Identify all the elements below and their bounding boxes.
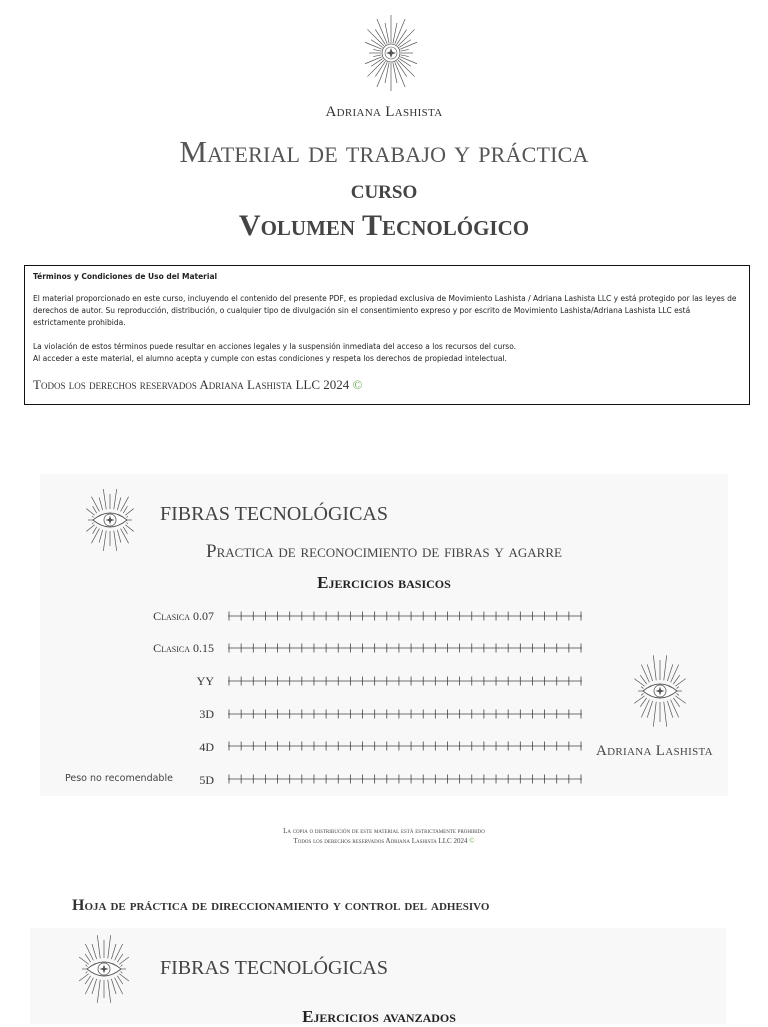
notice-line: Todos los derechos reservados Adriana Lashista LLC 2024 (293, 836, 468, 845)
notice-line: La copia o distribución de este material está estrictamente prohibido (283, 827, 485, 835)
copyright-icon: © (469, 836, 475, 845)
fiber-row-label: 4D (199, 740, 214, 754)
practice-ruler (228, 610, 582, 622)
terms-paragraph: La violación de estos términos puede resultar en acciones legales y la suspensión inmediata del acceso a los recursos del curso. (33, 342, 517, 351)
eye-logo-icon (626, 652, 694, 730)
fibers-title: FIBRAS TECNOLÓGICAS (160, 503, 388, 525)
sheet-title: Hoja de práctica de direccionamiento y control del adhesivo (72, 897, 490, 914)
fiber-row-label: Clasica 0.07 (153, 609, 214, 623)
rights-text: Todos los derechos reservados Adriana Lashista LLC 2024 (33, 377, 350, 392)
terms-title: Términos y Condiciones de Uso del Material (33, 272, 218, 281)
notice-line-2 (0, 837, 768, 847)
exercise-title: Ejercicios basicos (317, 573, 451, 592)
fiber-row-note: Peso no recomendable (65, 773, 173, 784)
fiber-row-label: Clasica 0.15 (153, 641, 214, 655)
fiber-row-label: 5D (199, 773, 214, 787)
practice-ruler (228, 675, 582, 687)
starburst-logo-icon (358, 12, 424, 94)
page-title: Material de trabajo y práctica (179, 134, 589, 169)
fibers-title: FIBRAS TECNOLÓGICAS (160, 957, 388, 979)
exercise-title: Ejercicios avanzados (302, 1007, 456, 1026)
practice-subtitle: Practica de reconocimiento de fibras y agarre (206, 541, 562, 562)
terms-paragraph: El material proporcionado en este curso, incluyendo el contenido del presente PDF, es propiedad exclusiva de Movimiento Lashista / Adriana Lashista LLC y está protegido por las leyes de derechos de autor. Su reproducción, distribución, o cualquier tipo de divulgación sin el consentimiento expreso y por escrito de Movimiento Lashista/Adriana Lashista LLC está estrictamente prohibida. (33, 294, 737, 327)
fiber-row-label: 3D (199, 707, 214, 721)
practice-ruler (228, 708, 582, 720)
course-name: Volumen Tecnológico (238, 209, 530, 242)
copyright-icon: © (352, 377, 363, 392)
practice-ruler (228, 740, 582, 752)
terms-paragraph: Al acceder a este material, el alumno acepta y cumple con estas condiciones y respeta los derechos de propiedad intelectual. (33, 354, 507, 363)
rights-notice (33, 377, 741, 393)
brand-name: Adriana Lashista (325, 104, 443, 120)
copy-notice (0, 827, 768, 846)
brand-name: Adriana Lashista (596, 743, 713, 759)
practice-ruler (228, 642, 582, 654)
course-label: curso (350, 174, 418, 204)
practice-ruler (228, 773, 582, 785)
fiber-row-label: YY (196, 674, 214, 688)
terms-box (24, 265, 750, 405)
eye-logo-icon (72, 932, 136, 1006)
